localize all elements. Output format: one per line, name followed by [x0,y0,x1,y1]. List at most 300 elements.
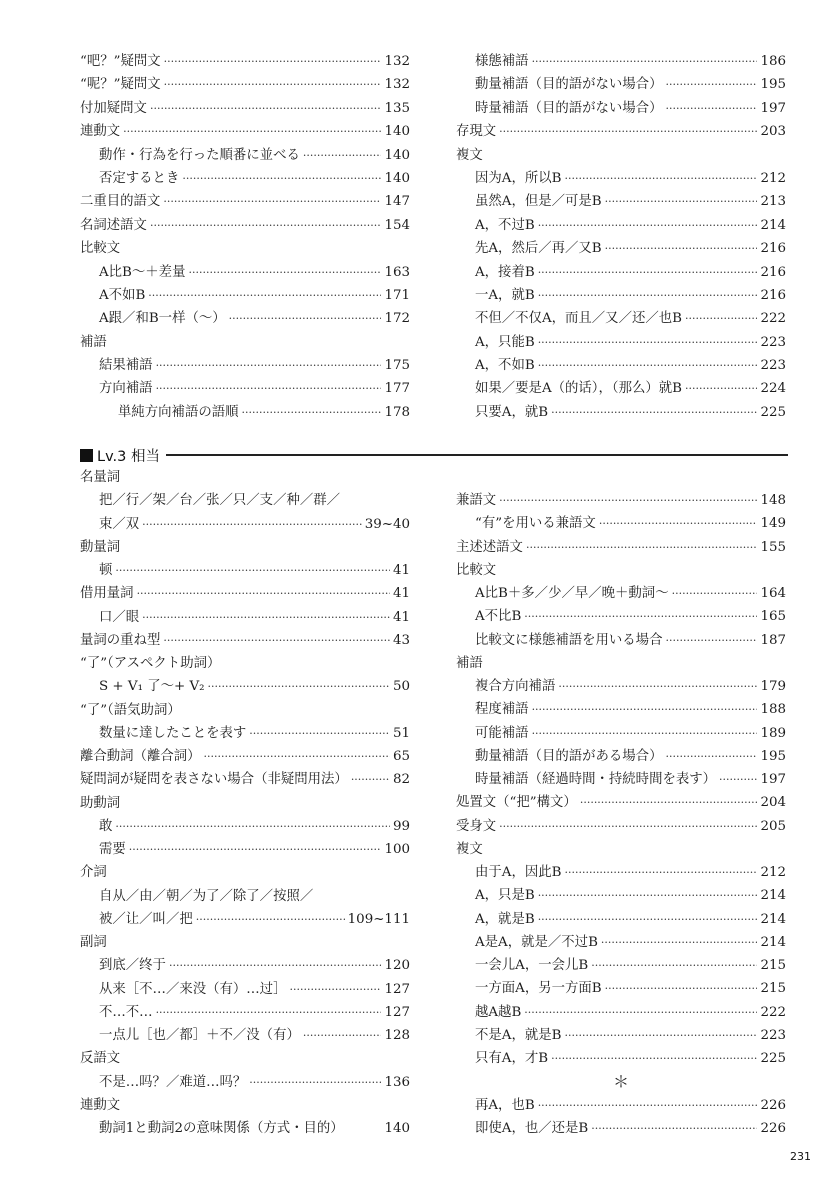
index-entry [80,466,410,489]
entry-page-number: 225 [760,404,786,420]
entry-label: 再A，也B [475,1097,535,1113]
index-column-top-left [80,50,410,424]
index-entry [456,791,786,814]
dot-leader [564,1024,757,1047]
entry-page-number: 109~111 [347,911,410,927]
entry-label: 需要 [99,842,126,857]
section-header [80,444,788,466]
entry-label: 補語 [80,334,107,350]
dot-leader [115,559,390,582]
entry-page-number: 120 [384,958,410,974]
index-entry [80,1094,410,1117]
index-entry [456,512,786,535]
dot-leader [685,307,757,330]
index-entry [80,815,410,838]
entry-page-number: 100 [384,842,410,857]
dot-leader [538,284,758,307]
dot-leader [558,675,757,698]
entry-label: 介詞 [80,865,107,881]
dot-leader [499,120,757,143]
dot-leader [129,838,382,861]
index-entry [456,354,786,377]
entry-label: 補語 [456,655,483,671]
entry-label: 自从／由／朝／为了／除了／按照／ [99,888,314,904]
entry-page-number: 171 [384,287,410,303]
index-entry [80,144,410,167]
dot-leader [591,954,757,977]
entry-page-number: 224 [760,381,786,397]
dot-leader [551,1047,757,1070]
index-entry [80,582,410,605]
entry-page-number: 155 [760,539,786,555]
entry-page-number: 132 [384,77,410,93]
dot-leader [351,768,390,791]
entry-page-number: 165 [760,609,786,625]
index-entry [456,50,786,73]
entry-label: 時量補語（経過時間・持続時間を表す） [475,772,717,787]
entry-label: 名量詞 [80,470,121,485]
entry-page-number: 214 [760,934,786,950]
entry-label: 因为A，所以B [475,170,562,186]
dot-leader [564,861,757,884]
entry-label: 比較文に様態補語を用いる場合 [475,632,663,648]
dot-leader [242,401,382,424]
entry-page-number: 163 [384,264,410,280]
index-column-bottom-left [80,466,410,1140]
entry-label: A跟／和B一样（～） [99,311,226,327]
entry-label: 数量に達したことを表す [99,725,247,741]
entry-page-number: 179 [760,679,786,694]
dot-leader [591,1117,757,1140]
entry-page-number: 127 [384,981,410,997]
entry-label: 束／双 [99,516,140,532]
dot-leader [685,377,757,400]
index-entry [80,1001,410,1024]
index-entry [80,513,410,536]
index-entry [456,559,786,582]
entry-label: A不如B [99,287,146,303]
entry-page-number: 136 [384,1074,410,1090]
entry-page-number: 127 [384,1004,410,1020]
entry-page-number: 203 [760,124,786,140]
index-entry [80,331,410,354]
index-entry [456,190,786,213]
dot-leader [538,884,758,907]
index-entry [80,214,410,237]
entry-page-number: 99 [392,818,410,834]
index-entry [80,861,410,884]
entry-page-number: 222 [760,1004,786,1020]
black-square-icon [80,449,93,462]
dot-leader [137,582,390,605]
entry-page-number: 204 [760,795,786,811]
entry-page-number: 214 [760,911,786,927]
dot-leader [163,629,390,652]
entry-page-number: 214 [760,217,786,233]
index-entry [456,1094,786,1117]
index-entry [456,144,786,167]
dot-leader [164,73,382,96]
entry-page-number: 140 [384,124,410,140]
index-entry [456,745,786,768]
entry-label: 動作・行為を行った順番に並べる [99,147,300,163]
entry-label: 先A，然后／再／又B [475,241,602,257]
index-entry [456,331,786,354]
dot-leader [249,722,390,745]
entry-page-number: 140 [384,147,410,163]
dot-leader [148,284,381,307]
entry-page-number: 147 [384,194,410,210]
entry-label: 虽然A，但是／可是B [475,194,602,210]
dot-leader [182,167,381,190]
dot-leader [719,768,757,791]
entry-label: 時量補語（目的語がない場合） [475,100,663,116]
entry-page-number: 226 [760,1120,786,1136]
dot-leader [524,605,757,628]
index-entry [456,120,786,143]
index-entry [456,815,786,838]
dot-leader [538,261,758,284]
index-entry [80,908,410,931]
entry-label: 不…不… [99,1004,153,1020]
index-entry [456,838,786,861]
entry-page-number: 195 [760,748,786,764]
dot-leader [229,307,382,330]
index-entry [80,978,410,1001]
entry-page-number: 205 [760,818,786,834]
entry-label: 名詞述語文 [80,217,147,233]
index-entry [80,377,410,400]
entry-page-number: 195 [760,77,786,93]
entry-label: 方向補語 [99,381,153,397]
entry-label: 反語文 [80,1051,121,1067]
dot-leader [156,354,382,377]
entry-page-number: 41 [392,609,410,625]
entry-page-number: 213 [760,194,786,210]
dot-leader [499,815,757,838]
index-entry [80,652,410,675]
index-entry [80,167,410,190]
entry-page-number: 223 [760,1027,786,1043]
dot-leader [538,1094,758,1117]
section-title: Lv.3 相当 [97,448,160,465]
entry-label: A是A，就是／不过B [475,934,598,950]
entry-label: A比B＋多／少／早／晚＋動詞～ [475,586,669,601]
index-entry [456,214,786,237]
entry-page-number: 135 [384,100,410,116]
entry-label: 从来［不…／来没（有）…过］ [99,981,287,997]
dot-leader [208,675,390,698]
index-entry [456,307,786,330]
dot-leader [665,629,757,652]
entry-label: 動詞1と動詞2の意味関係（方式・目的） [99,1121,344,1136]
entry-label: 疑問詞が疑問を表さない場合（非疑問用法） [80,772,348,788]
entry-label: 受身文 [456,818,497,834]
index-entry [80,606,410,629]
entry-page-number: 222 [760,311,786,327]
index-entry [456,167,786,190]
index-entry [456,861,786,884]
dot-leader [601,931,758,954]
entry-label: 程度補語 [475,702,529,718]
entry-label: 可能補語 [475,725,529,741]
entry-page-number: 225 [760,1051,786,1066]
entry-label: A比B～＋差量 [99,264,186,280]
index-entry [80,401,410,424]
index-entry [456,401,786,424]
entry-page-number: 50 [392,679,410,695]
index-entry [456,73,786,96]
index-entry [80,120,410,143]
entry-label: 如果／要是A（的话），（那么）就B [475,381,682,397]
entry-label: 複文 [456,147,483,163]
entry-page-number: 197 [760,100,786,116]
index-entry [456,261,786,284]
index-entry [80,722,410,745]
entry-page-number: 178 [384,404,410,420]
index-entry [456,698,786,721]
entry-label: 由于A，因此B [475,865,562,880]
entry-label: 助動詞 [80,795,121,811]
entry-label: 複合方向補語 [475,679,556,694]
index-entry [80,261,410,284]
entry-label: 処置文（“把”構文） [456,795,577,811]
section-rule [166,454,788,456]
entry-page-number: 226 [760,1097,786,1113]
entry-label: A，只是B [475,888,535,904]
entry-page-number: 175 [384,358,410,374]
index-entry [80,237,410,260]
index-entry [456,931,786,954]
dot-leader [672,582,758,605]
index-entry [80,489,410,512]
dot-leader [289,978,381,1001]
index-entry [456,237,786,260]
index-entry [456,977,786,1000]
entry-label: “吧？”疑問文 [80,54,161,69]
index-entry [80,284,410,307]
dot-leader [115,815,390,838]
entry-label: A，接着B [475,264,535,280]
index-entry [80,792,410,815]
dot-leader [526,536,757,559]
dot-leader [538,331,758,354]
index-entry [456,675,786,698]
dot-leader [551,401,757,424]
dot-leader [196,908,345,931]
entry-label: A不比B [475,609,522,625]
page-number: 231 [790,1150,811,1163]
entry-page-number: 223 [760,334,786,350]
entry-page-number: 43 [392,632,410,648]
entry-page-number: 187 [760,632,786,648]
entry-label: 比較文 [456,562,497,578]
dot-leader [665,745,757,768]
index-entry [456,722,786,745]
entry-page-number: 140 [384,170,410,186]
dot-leader [665,73,757,96]
entry-label: 動量補語（目的語がない場合） [475,77,663,93]
dot-leader [665,97,757,120]
dot-leader [532,50,758,73]
entry-label: 存現文 [456,124,497,140]
index-column-top-right [456,50,786,424]
index-entry [456,605,786,628]
entry-label: 副詞 [80,935,107,950]
entry-label: 様態補語 [475,54,529,69]
index-entry [456,1047,786,1070]
entry-label: A，不如B [475,358,535,374]
entry-page-number: 82 [392,772,410,788]
index-entry [80,354,410,377]
dot-leader [303,144,382,167]
index-entry [80,931,410,954]
dot-leader [599,512,758,535]
entry-page-number: 212 [760,170,786,186]
index-entry [456,1001,786,1024]
entry-page-number: 41 [392,563,410,578]
entry-label: 兼語文 [456,493,497,508]
dot-leader [538,214,758,237]
index-entry [80,768,410,791]
entry-page-number: 177 [384,381,410,397]
dot-leader [142,606,390,629]
entry-label: 不是…吗？／难道…吗？ [99,1074,247,1090]
entry-page-number: 215 [760,981,786,997]
entry-label: “呢？”疑問文 [80,77,161,93]
dot-leader [605,190,758,213]
entry-page-number: 223 [760,358,786,374]
dot-leader [532,722,758,745]
entry-label: 顿 [99,563,113,578]
entry-label: 一会儿A，一会儿B [475,958,589,973]
dot-leader [605,977,758,1000]
entry-label: 単純方向補語の語順 [118,404,239,420]
index-entry [456,1117,786,1140]
entry-label: 結果補語 [99,358,153,374]
index-entry [456,489,786,512]
dot-leader [605,237,758,260]
index-entry [456,377,786,400]
entry-page-number: 172 [384,311,410,327]
dot-leader [164,50,382,73]
dot-leader [150,97,381,120]
dot-leader [142,513,362,536]
entry-label: 被／让／叫／把 [99,911,193,927]
entry-label: 否定するとき [99,170,180,186]
index-entry [456,97,786,120]
dot-leader [150,214,381,237]
entry-label: 把／行／架／台／张／只／支／种／群／ [99,493,341,509]
entry-page-number: 215 [760,958,786,973]
entry-page-number: 39~40 [364,516,410,532]
dot-leader [204,745,390,768]
entry-label: “了”（語気助詞） [80,702,181,718]
index-column-bottom-right [456,489,786,1140]
entry-label: 到底／终于 [99,958,166,974]
index-entry [80,1071,410,1094]
index-entry [456,582,786,605]
entry-page-number: 212 [760,865,786,880]
dot-leader [163,190,381,213]
index-entry [80,559,410,582]
entry-label: A，不过B [475,217,535,233]
index-entry [456,768,786,791]
dot-leader [532,698,758,721]
entry-page-number: 164 [760,586,786,601]
section-separator [456,1070,786,1093]
dot-leader [499,489,757,512]
dot-leader [580,791,758,814]
dot-leader [156,377,382,400]
dot-leader [123,120,381,143]
entry-label: 敢 [99,818,113,834]
entry-page-number: 149 [760,516,786,532]
index-entry [80,536,410,559]
entry-page-number: 197 [760,772,786,787]
index-entry [80,745,410,768]
entry-label: “有”を用いる兼語文 [475,516,596,532]
entry-label: 主述述語文 [456,539,523,555]
entry-label: 借用量詞 [80,586,134,602]
entry-page-number: 128 [384,1028,410,1043]
entry-page-number: 132 [384,54,410,69]
entry-page-number: 148 [760,493,786,508]
entry-page-number: 186 [760,54,786,69]
entry-page-number: 189 [760,725,786,741]
index-entry [80,190,410,213]
index-entry [80,1024,410,1047]
entry-label: 一A，就B [475,287,535,303]
index-entry [80,629,410,652]
entry-label: 不但／不仅A，而且／又／还／也B [475,311,682,327]
dot-leader [538,908,758,931]
entry-label: 動量詞 [80,539,121,555]
index-entry [80,675,410,698]
asterisk-separator: ＊ [612,1072,629,1092]
dot-leader [303,1024,382,1047]
index-entry [456,629,786,652]
index-entry [80,699,410,722]
index-entry [80,73,410,96]
index-entry [456,1024,786,1047]
entry-label: 複文 [456,841,483,857]
entry-page-number: 216 [760,241,786,257]
dot-leader [524,1001,757,1024]
index-entry [456,954,786,977]
index-entry [80,307,410,330]
index-entry [80,1117,410,1140]
index-entry [80,885,410,908]
entry-page-number: 65 [392,749,410,764]
entry-label: 比較文 [80,241,121,257]
entry-label: A，就是B [475,911,535,927]
index-entry [80,50,410,73]
entry-label: S + V₁ 了～+ V₂ [99,679,205,695]
entry-label: 付加疑問文 [80,100,147,116]
entry-page-number: 216 [760,264,786,280]
dot-leader [249,1071,381,1094]
index-entry [456,884,786,907]
entry-label: 二重目的語文 [80,194,161,210]
entry-page-number: 188 [760,702,786,718]
entry-label: 只有A，才B [475,1051,549,1066]
entry-label: 量詞の重ね型 [80,632,161,648]
dot-leader [156,1001,382,1024]
index-entry [456,908,786,931]
index-entry [80,954,410,977]
entry-page-number: 41 [392,586,410,602]
